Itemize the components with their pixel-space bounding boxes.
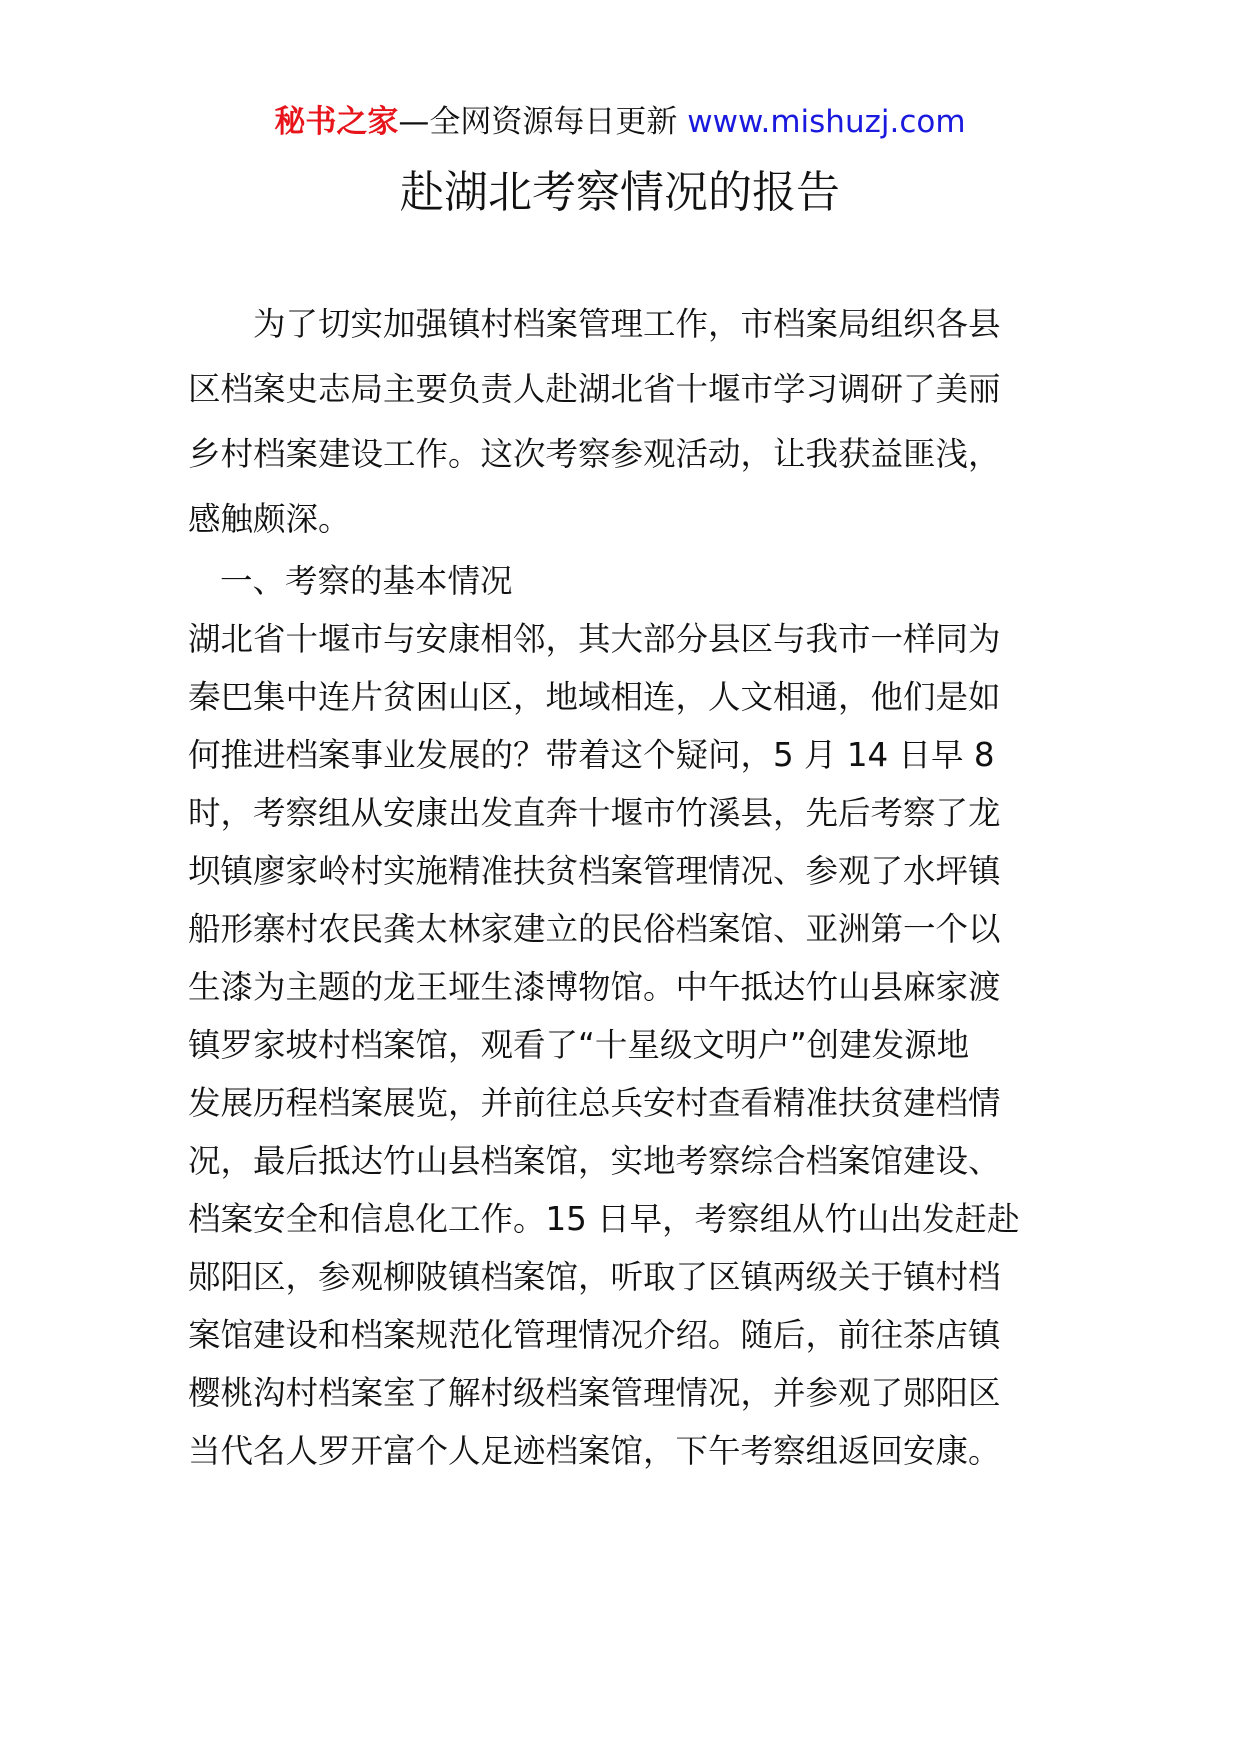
section-line: 况，最后抵达竹山县档案馆，实地考察综合档案馆建设、 (188, 1142, 1001, 1180)
intro-line: 为了切实加强镇村档案管理工作，市档案局组织各县 (253, 305, 1001, 343)
section-line: 生漆为主题的龙王垭生漆博物馆。中午抵达竹山县麻家渡 (188, 968, 1001, 1006)
brand-name: 秘书之家 (274, 104, 399, 140)
section-line: 郧阳区，参观柳陂镇档案馆，听取了区镇两级关于镇村档 (188, 1258, 1001, 1296)
section-line: 何推进档案事业发展的？带着这个疑问，5 月 14 日早 8 (188, 736, 995, 774)
section-line: 坝镇廖家岭村实施精准扶贫档案管理情况、参观了水坪镇 (188, 852, 1001, 890)
section-heading: 一、考察的基本情况 (220, 562, 513, 600)
section-line: 档案安全和信息化工作。15 日早，考察组从竹山出发赶赴 (188, 1200, 1020, 1238)
section-line: 湖北省十堰市与安康相邻，其大部分县区与我市一样同为 (188, 620, 1001, 658)
section-line: 时，考察组从安康出发直奔十堰市竹溪县，先后考察了龙 (188, 794, 1001, 832)
header-tagline: —全网资源每日更新 (398, 104, 678, 140)
section-line: 秦巴集中连片贫困山区，地域相连，人文相通，他们是如 (188, 678, 1001, 716)
section-line: 船形寨村农民龚太林家建立的民俗档案馆、亚洲第一个以 (188, 910, 1001, 948)
document-body (188, 292, 1056, 1480)
section-line: 镇罗家坡村档案馆，观看了“十星级文明户”创建发源地 (188, 1026, 970, 1064)
section-line: 樱桃沟村档案室了解村级档案管理情况，并参观了郧阳区 (188, 1374, 1001, 1412)
section-line: 案馆建设和档案规范化管理情况介绍。随后，前往茶店镇 (188, 1316, 1001, 1354)
section-line: 发展历程档案展览，并前往总兵安村查看精准扶贫建档情 (188, 1084, 1001, 1122)
intro-line: 乡村档案建设工作。这次考察参观活动，让我获益匪浅， (188, 435, 1001, 473)
intro-line: 区档案史志局主要负责人赴湖北省十堰市学习调研了美丽 (188, 370, 1001, 408)
site-header (0, 100, 1240, 144)
site-url-link[interactable]: www.mishuzj.com (677, 104, 966, 140)
document-title: 赴湖北考察情况的报告 (400, 167, 840, 218)
intro-line: 感触颇深。 (188, 500, 351, 538)
section-line: 当代名人罗开富个人足迹档案馆，下午考察组返回安康。 (188, 1432, 1001, 1470)
